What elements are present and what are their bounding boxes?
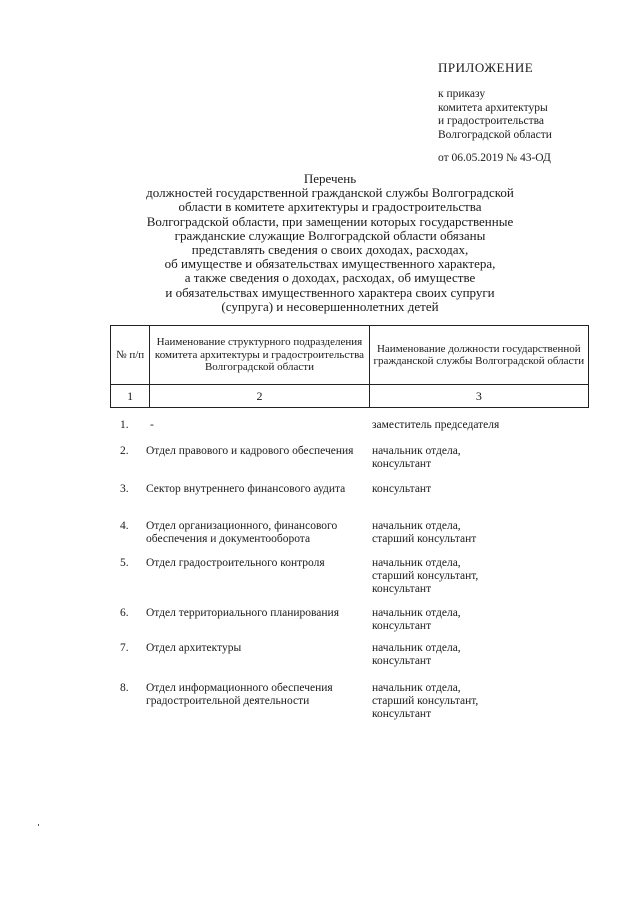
row-unit: Отдел правового и кадрового обеспечения (146, 445, 354, 457)
column-number: 3 (369, 385, 588, 408)
row-number: 7. (120, 642, 129, 654)
table-row (110, 642, 589, 682)
row-number: 1. (120, 419, 129, 431)
heading-line: Волгоградской области, при замещении которых государственные (146, 213, 514, 229)
row-number: 8. (120, 682, 129, 694)
header-unit: Наименование структурного подразделения комитета архитектуры и градостроительства Волгоградской области (150, 326, 369, 385)
row-position: начальник отдела, консультант (372, 445, 461, 470)
table-row (110, 483, 589, 520)
row-unit: - (150, 419, 154, 431)
row-unit: Отдел территориального планирования (146, 607, 339, 619)
row-unit: Отдел архитектуры (146, 642, 242, 654)
row-position: начальник отдела, консультант (372, 607, 461, 632)
table-row (110, 607, 589, 642)
row-number: 3. (120, 483, 129, 495)
heading-line: гражданские служащие Волгоградской области обязаны (174, 227, 486, 243)
heading-line: об имуществе и обязательствах имущественного характера, (164, 256, 496, 272)
order-date: от 06.05.2019 № 43-ОД (438, 152, 551, 164)
appendix-line: Волгоградской области (438, 128, 552, 141)
positions-list (110, 419, 589, 724)
table-row (110, 557, 589, 607)
column-number: 2 (150, 385, 369, 408)
table-row (110, 445, 589, 483)
row-unit: Отдел градостроительного контроля (146, 557, 325, 569)
heading-line: должностей государственной гражданской службы Волгоградской (146, 185, 514, 201)
row-number: 6. (120, 607, 129, 619)
row-number: 5. (120, 557, 129, 569)
heading-line: (супруга) и несовершеннолетних детей (221, 298, 439, 314)
row-unit: Отдел информационного обеспечения градостроительной деятельности (146, 682, 333, 707)
row-position: начальник отдела, консультант (372, 642, 461, 667)
row-position: консультант (372, 483, 432, 495)
appendix-line: к приказу (438, 88, 486, 100)
header-num: № п/п (111, 326, 150, 385)
heading-line: представлять сведения о своих доходах, расходах, (191, 242, 469, 258)
document-heading (120, 172, 540, 314)
row-position: начальник отдела, старший консультант (372, 520, 477, 545)
row-position: начальник отдела, старший консультант, консультант (372, 557, 479, 595)
header-position: Наименование должности государственной гражданской службы Волгоградской области (369, 326, 588, 385)
row-number: 4. (120, 520, 129, 532)
table-row (110, 520, 589, 557)
row-position: начальник отдела, старший консультант, консультант (372, 682, 479, 720)
positions-table-header (110, 325, 589, 408)
appendix-line: комитета архитектуры (438, 101, 548, 114)
scan-speck (38, 824, 39, 826)
column-number: 1 (111, 385, 150, 408)
heading-line: и обязательствах имущественного характера своих супруги (165, 284, 495, 300)
appendix-line: и градостроительства (438, 115, 545, 127)
row-unit: Отдел организационного, финансового обеспечения и документооборота (146, 520, 338, 545)
appendix-reference (438, 88, 552, 142)
row-number: 2. (120, 445, 129, 457)
table-row (110, 682, 589, 724)
row-unit: Сектор внутреннего финансового аудита (146, 483, 346, 495)
table-row (110, 419, 589, 445)
row-position: заместитель председателя (372, 419, 500, 431)
heading-line: области в комитете архитектуры и градостроительства (178, 199, 482, 215)
heading-line: а также сведения о доходах, расходах, об имуществе (184, 270, 476, 286)
heading-title: Перечень (303, 171, 357, 186)
appendix-title: ПРИЛОЖЕНИЕ (438, 60, 534, 75)
